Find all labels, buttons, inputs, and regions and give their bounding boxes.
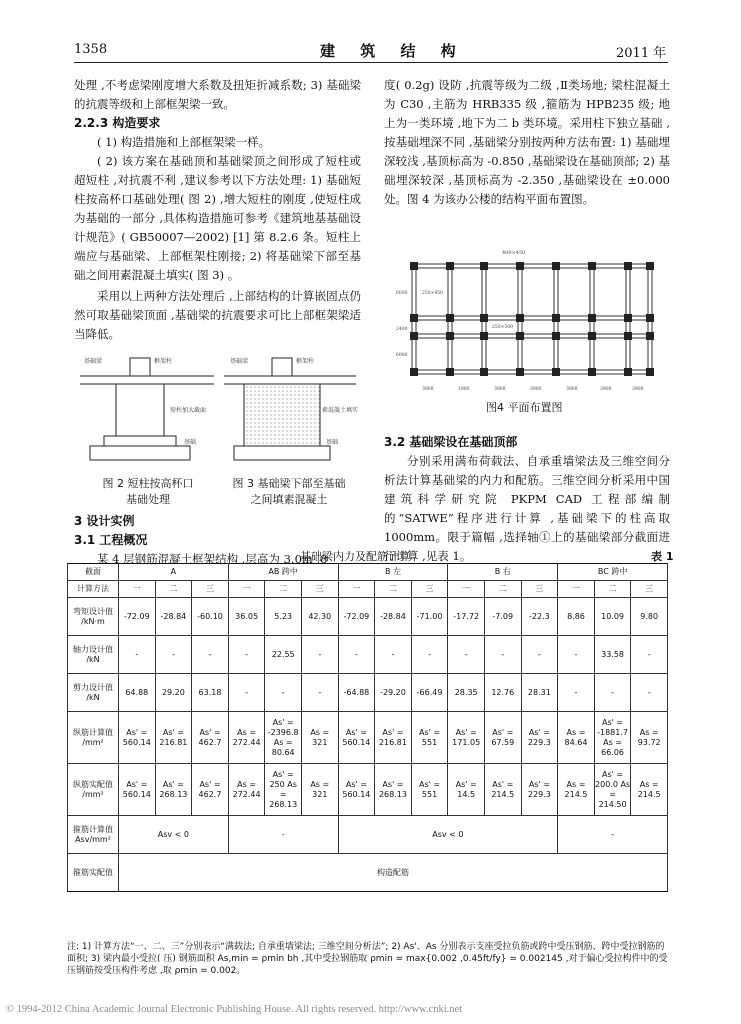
table-cell: Asv < 0	[338, 816, 558, 854]
table-cell: As' = 216.81	[155, 712, 192, 764]
figure-4-caption: 图4 平面布置图	[486, 401, 563, 414]
method-cell: 一	[228, 581, 265, 598]
plan-dim-y: 6000	[396, 291, 408, 296]
plan-beam-label: 400×450	[502, 250, 526, 256]
table-cell: -	[594, 674, 631, 712]
table-number: 表 1	[651, 550, 674, 563]
header-rule	[74, 62, 668, 63]
table-cell: As' = 560.14	[119, 764, 156, 816]
table-cell: As' = 216.81	[375, 712, 412, 764]
table-cell: -	[119, 636, 156, 674]
row-long-calc	[68, 712, 668, 764]
row-label: 纵筋实配值 /mm²	[68, 764, 119, 816]
fig2-label-found: 基础	[184, 439, 197, 446]
fig3-label-beam: 基础梁	[230, 358, 249, 365]
left-column	[74, 76, 361, 344]
table-cell: -	[448, 636, 485, 674]
table-cell: Asv < 0	[119, 816, 229, 854]
table-cell: As' = 560.14	[338, 764, 375, 816]
paragraph: ( 1) 构造措施和上部框架梁一样。	[97, 135, 271, 149]
table-cell: 22.55	[265, 636, 302, 674]
paragraph: 采用以上两种方法处理后 ,上部结构的计算嵌固点仍然可取基础梁顶面 ,基础梁的抗震要求可比上部框架梁适当降低。	[74, 289, 361, 341]
table-cell: -	[521, 636, 558, 674]
caption-line: 之间填素混凝土	[250, 493, 328, 506]
table-cell: 构造配筋	[119, 854, 668, 892]
table-cell: As' = 268.13	[155, 764, 192, 816]
table-header: 截面	[68, 564, 119, 581]
table-cell: -72.09	[119, 598, 156, 636]
method-cell: 一	[119, 581, 156, 598]
plan-dim-y: 6000	[396, 353, 408, 358]
method-cell: 二	[155, 581, 192, 598]
table-cell: -	[192, 636, 229, 674]
table-cell: As' = 462.7	[192, 764, 229, 816]
table-cell: As' = -1881.7 As = 66.06	[594, 712, 631, 764]
table-cell: -	[155, 636, 192, 674]
figure-3	[222, 354, 358, 466]
table-cell: 10.09	[594, 598, 631, 636]
figure-3-caption	[218, 476, 360, 508]
section-header: A	[119, 564, 229, 581]
table-cell: -29.20	[375, 674, 412, 712]
table-cell: -	[301, 636, 338, 674]
table-cell: As' = 200.0 As = 214.50	[594, 764, 631, 816]
fig2-label-beam: 基础梁	[84, 358, 103, 365]
figure-2-caption	[92, 476, 204, 508]
table-cell: -72.09	[338, 598, 375, 636]
plan-dim-x: 3900	[566, 387, 578, 392]
table-header: 计算方法	[68, 581, 119, 598]
right-column-lower	[384, 433, 670, 566]
table-cell: -	[265, 674, 302, 712]
table-cell: As = 84.64	[558, 712, 595, 764]
table-cell: 28.31	[521, 674, 558, 712]
row-label: 弯矩设计值 /kN·m	[68, 598, 119, 636]
method-cell: 三	[631, 581, 668, 598]
table-cell: As = 321	[301, 764, 338, 816]
journal-title: 建 筑 结 构	[320, 42, 466, 60]
plan-dim-x: 3900	[494, 387, 506, 392]
fig3-label-col: 框架柱	[296, 358, 315, 365]
table-cell: -	[631, 674, 668, 712]
method-cell: 一	[558, 581, 595, 598]
method-cell: 三	[192, 581, 229, 598]
table-cell: As' = 171.05	[448, 712, 485, 764]
method-cell: 三	[521, 581, 558, 598]
plan-dim-y: 2400	[396, 327, 408, 332]
table-cell: 28.35	[448, 674, 485, 712]
method-cell: 二	[594, 581, 631, 598]
table-cell: -	[338, 636, 375, 674]
fig2-label-col: 框架柱	[154, 358, 173, 365]
table-cell: 5.23	[265, 598, 302, 636]
table-cell: As' = 268.13	[375, 764, 412, 816]
table-cell: 33.58	[594, 636, 631, 674]
table-cell: 9.80	[631, 598, 668, 636]
section-heading-3-1: 3.1 工程概况	[74, 533, 148, 547]
table-cell: -	[228, 636, 265, 674]
publication-year: 2011 年	[616, 46, 667, 61]
table-cell: As = 321	[301, 712, 338, 764]
table-cell: As = 272.44	[228, 712, 265, 764]
table-cell: -60.10	[192, 598, 229, 636]
table-cell: -28.84	[375, 598, 412, 636]
section-header: B 左	[338, 564, 448, 581]
row-moment	[68, 598, 668, 636]
right-column	[384, 76, 670, 209]
table-cell: As' = 229.3	[521, 712, 558, 764]
page-number: 1358	[74, 42, 108, 57]
table-cell: -	[411, 636, 448, 674]
paragraph: 处理 ,不考虑梁刚度增大系数及扭矩折减系数; 3) 基础梁的抗震等级和上部框架梁一致。	[74, 78, 361, 111]
row-label: 轴力设计值 /kN	[68, 636, 119, 674]
paragraph: 度( 0.2g) 设防 ,抗震等级为二级 ,Ⅱ类场地; 梁柱混凝土为 C30 ,主筋为 HRB335 级 ,箍筋为 HPB235 级; 地上为一类环境 ,地下为二 b 类环境。采用柱下独立基础 ,按基础埋深不同 ,基础梁分别按两种方法布置: 1) 基础埋深较浅 ,基顶标高为 -0.850 ,基础梁设在基础顶部; 2) 基础埋深较深 ,基顶标高为 -2.350 ,基础梁设在 ±0.000 处。图 4 为该办公楼的结构平面布置图。	[384, 78, 670, 206]
table-cell: As = 214.5	[631, 764, 668, 816]
table-cell: As' = -2396.8 As = 80.64	[265, 712, 302, 764]
plan-beam-label: 250×450	[422, 291, 443, 296]
section-heading-3: 3 设计实例	[74, 514, 135, 528]
table-cell: -	[558, 674, 595, 712]
section-header: B 右	[448, 564, 558, 581]
paragraph: 某 4 层钢筋混凝土框架结构 ,层高为 3.0m ,8	[97, 552, 328, 566]
row-shear	[68, 674, 668, 712]
table-cell: -7.09	[484, 598, 521, 636]
row-label: 箍筋实配值	[68, 854, 119, 892]
paragraph: ( 2) 该方案在基础顶和基础梁顶之间形成了短柱或超短柱 ,对抗震不利 ,建议参考以下方法处理: 1) 基础短柱按高杯口基础处理( 图 2) ,增大短柱的刚度 ,使短柱成为基础的一部分 ,具体构造措施可参考《建筑地基基础设计规范》( GB50007—2002) [1] 第 8.2.6 条。短柱上端应与基础梁、上部框架柱刚接; 2) 将基础梁下部至基础之间用素混凝土填实( 图 3) 。	[74, 154, 361, 282]
table-cell: -64.88	[338, 674, 375, 712]
row-stirrup-calc	[68, 816, 668, 854]
method-cell: 二	[265, 581, 302, 598]
table-cell: As' = 67.59	[484, 712, 521, 764]
plan-beam-label: 250×500	[492, 325, 513, 330]
paragraph: 分别采用满布荷载法、自承重墙梁法及三维空间分析法计算基础梁的内力和配筋。三维空间分析采用中国建筑科学研究院 PKPM CAD 工程部编制的“SATWE”程序进行计算 ,基础梁下的柱高取 1000mm。限于篇幅 ,选择轴①上的基础梁部分截面进行计算 ,见表 1。	[384, 454, 670, 563]
table-cell: -	[631, 636, 668, 674]
table-cell: -71.00	[411, 598, 448, 636]
copyright-footer: © 1994-2012 China Academic Journal Electronic Publishing House. All rights reserved. http://www.cnki.net	[6, 1004, 463, 1015]
section-heading-3-2: 3.2 基础梁设在基础顶部	[384, 435, 518, 449]
caption-line: 图 3 基础梁下部至基础	[232, 477, 346, 490]
table-cell: 12.76	[484, 674, 521, 712]
caption-line: 图 2 短柱按高杯口	[102, 477, 194, 490]
table-cell: -28.84	[155, 598, 192, 636]
figure-4-plan	[392, 244, 664, 394]
table-cell: -17.72	[448, 598, 485, 636]
table-title: 基础梁内力及配筋计算	[300, 550, 410, 563]
table-cell: -	[558, 636, 595, 674]
caption-line: 基础处理	[126, 493, 170, 506]
fig2-label-short: 短柱加大截面	[170, 407, 207, 414]
plan-dim-x: 3900	[422, 387, 434, 392]
table-cell: -	[558, 816, 668, 854]
row-label: 箍筋计算值 Asv/mm²	[68, 816, 119, 854]
table-cell: As' = 250 As = 268.13	[265, 764, 302, 816]
table-note: 注: 1) 计算方法“一、二、三”分别表示“满载法; 自承重墙梁法; 三维空间分析法”; 2) As'、As 分别表示支座受拉负筋或跨中受压钢筋、跨中受拉钢筋的面积; 3) 梁内最小受拉( 压) 钢筋面积 As,min = ρmin bh ,其中受拉钢筋取 ρmin = max{0.002 ,0.45ft/fy} = 0.002145 ,对于偏心受拉构件中的受压钢筋按受压构件考虑 ,取 ρmin = 0.002。	[67, 942, 668, 976]
method-cell: 一	[338, 581, 375, 598]
method-cell: 一	[448, 581, 485, 598]
figure-2	[78, 354, 216, 466]
row-label: 剪力设计值 /kN	[68, 674, 119, 712]
table-cell: As' = 551	[411, 764, 448, 816]
table-cell: As = 93.72	[631, 712, 668, 764]
table-cell: As = 272.44	[228, 764, 265, 816]
section-header: AB 跨中	[228, 564, 338, 581]
fig3-label-fill: 素混凝土填实	[322, 407, 358, 414]
table-cell: -	[228, 674, 265, 712]
table-cell: 63.18	[192, 674, 229, 712]
row-stirrup-real	[68, 854, 668, 892]
table-cell: 36.05	[228, 598, 265, 636]
plan-dim-x: 3900	[632, 387, 644, 392]
table-cell: -	[228, 816, 338, 854]
table-cell: -	[301, 674, 338, 712]
table-cell: -	[484, 636, 521, 674]
row-long-real	[68, 764, 668, 816]
method-cell: 二	[484, 581, 521, 598]
table-cell: 8.86	[558, 598, 595, 636]
table-cell: As' = 551	[411, 712, 448, 764]
plan-dim-x: 3900	[530, 387, 542, 392]
row-label: 纵筋计算值 /mm²	[68, 712, 119, 764]
table-cell: As' = 229.3	[521, 764, 558, 816]
table-cell: As = 214.5	[558, 764, 595, 816]
plan-dim-x: 3900	[600, 387, 612, 392]
method-cell: 二	[375, 581, 412, 598]
table-cell: 42.30	[301, 598, 338, 636]
table-cell: As' = 560.14	[338, 712, 375, 764]
method-cell: 三	[301, 581, 338, 598]
section-heading-2-2-3: 2.2.3 构造要求	[74, 116, 161, 130]
table-cell: As' = 462.7	[192, 712, 229, 764]
table-cell: As' = 560.14	[119, 712, 156, 764]
fig3-label-found: 基础	[326, 439, 339, 446]
method-cell: 三	[411, 581, 448, 598]
row-axial	[68, 636, 668, 674]
table-cell: 64.88	[119, 674, 156, 712]
section-header: BC 跨中	[558, 564, 668, 581]
plan-dim-x: 1900	[458, 387, 470, 392]
table-cell: -	[375, 636, 412, 674]
data-table	[67, 563, 668, 892]
table-cell: -66.49	[411, 674, 448, 712]
table-cell: -22.3	[521, 598, 558, 636]
table-cell: 29.20	[155, 674, 192, 712]
table-cell: As' = 14.5	[448, 764, 485, 816]
table-cell: As' = 214.5	[484, 764, 521, 816]
